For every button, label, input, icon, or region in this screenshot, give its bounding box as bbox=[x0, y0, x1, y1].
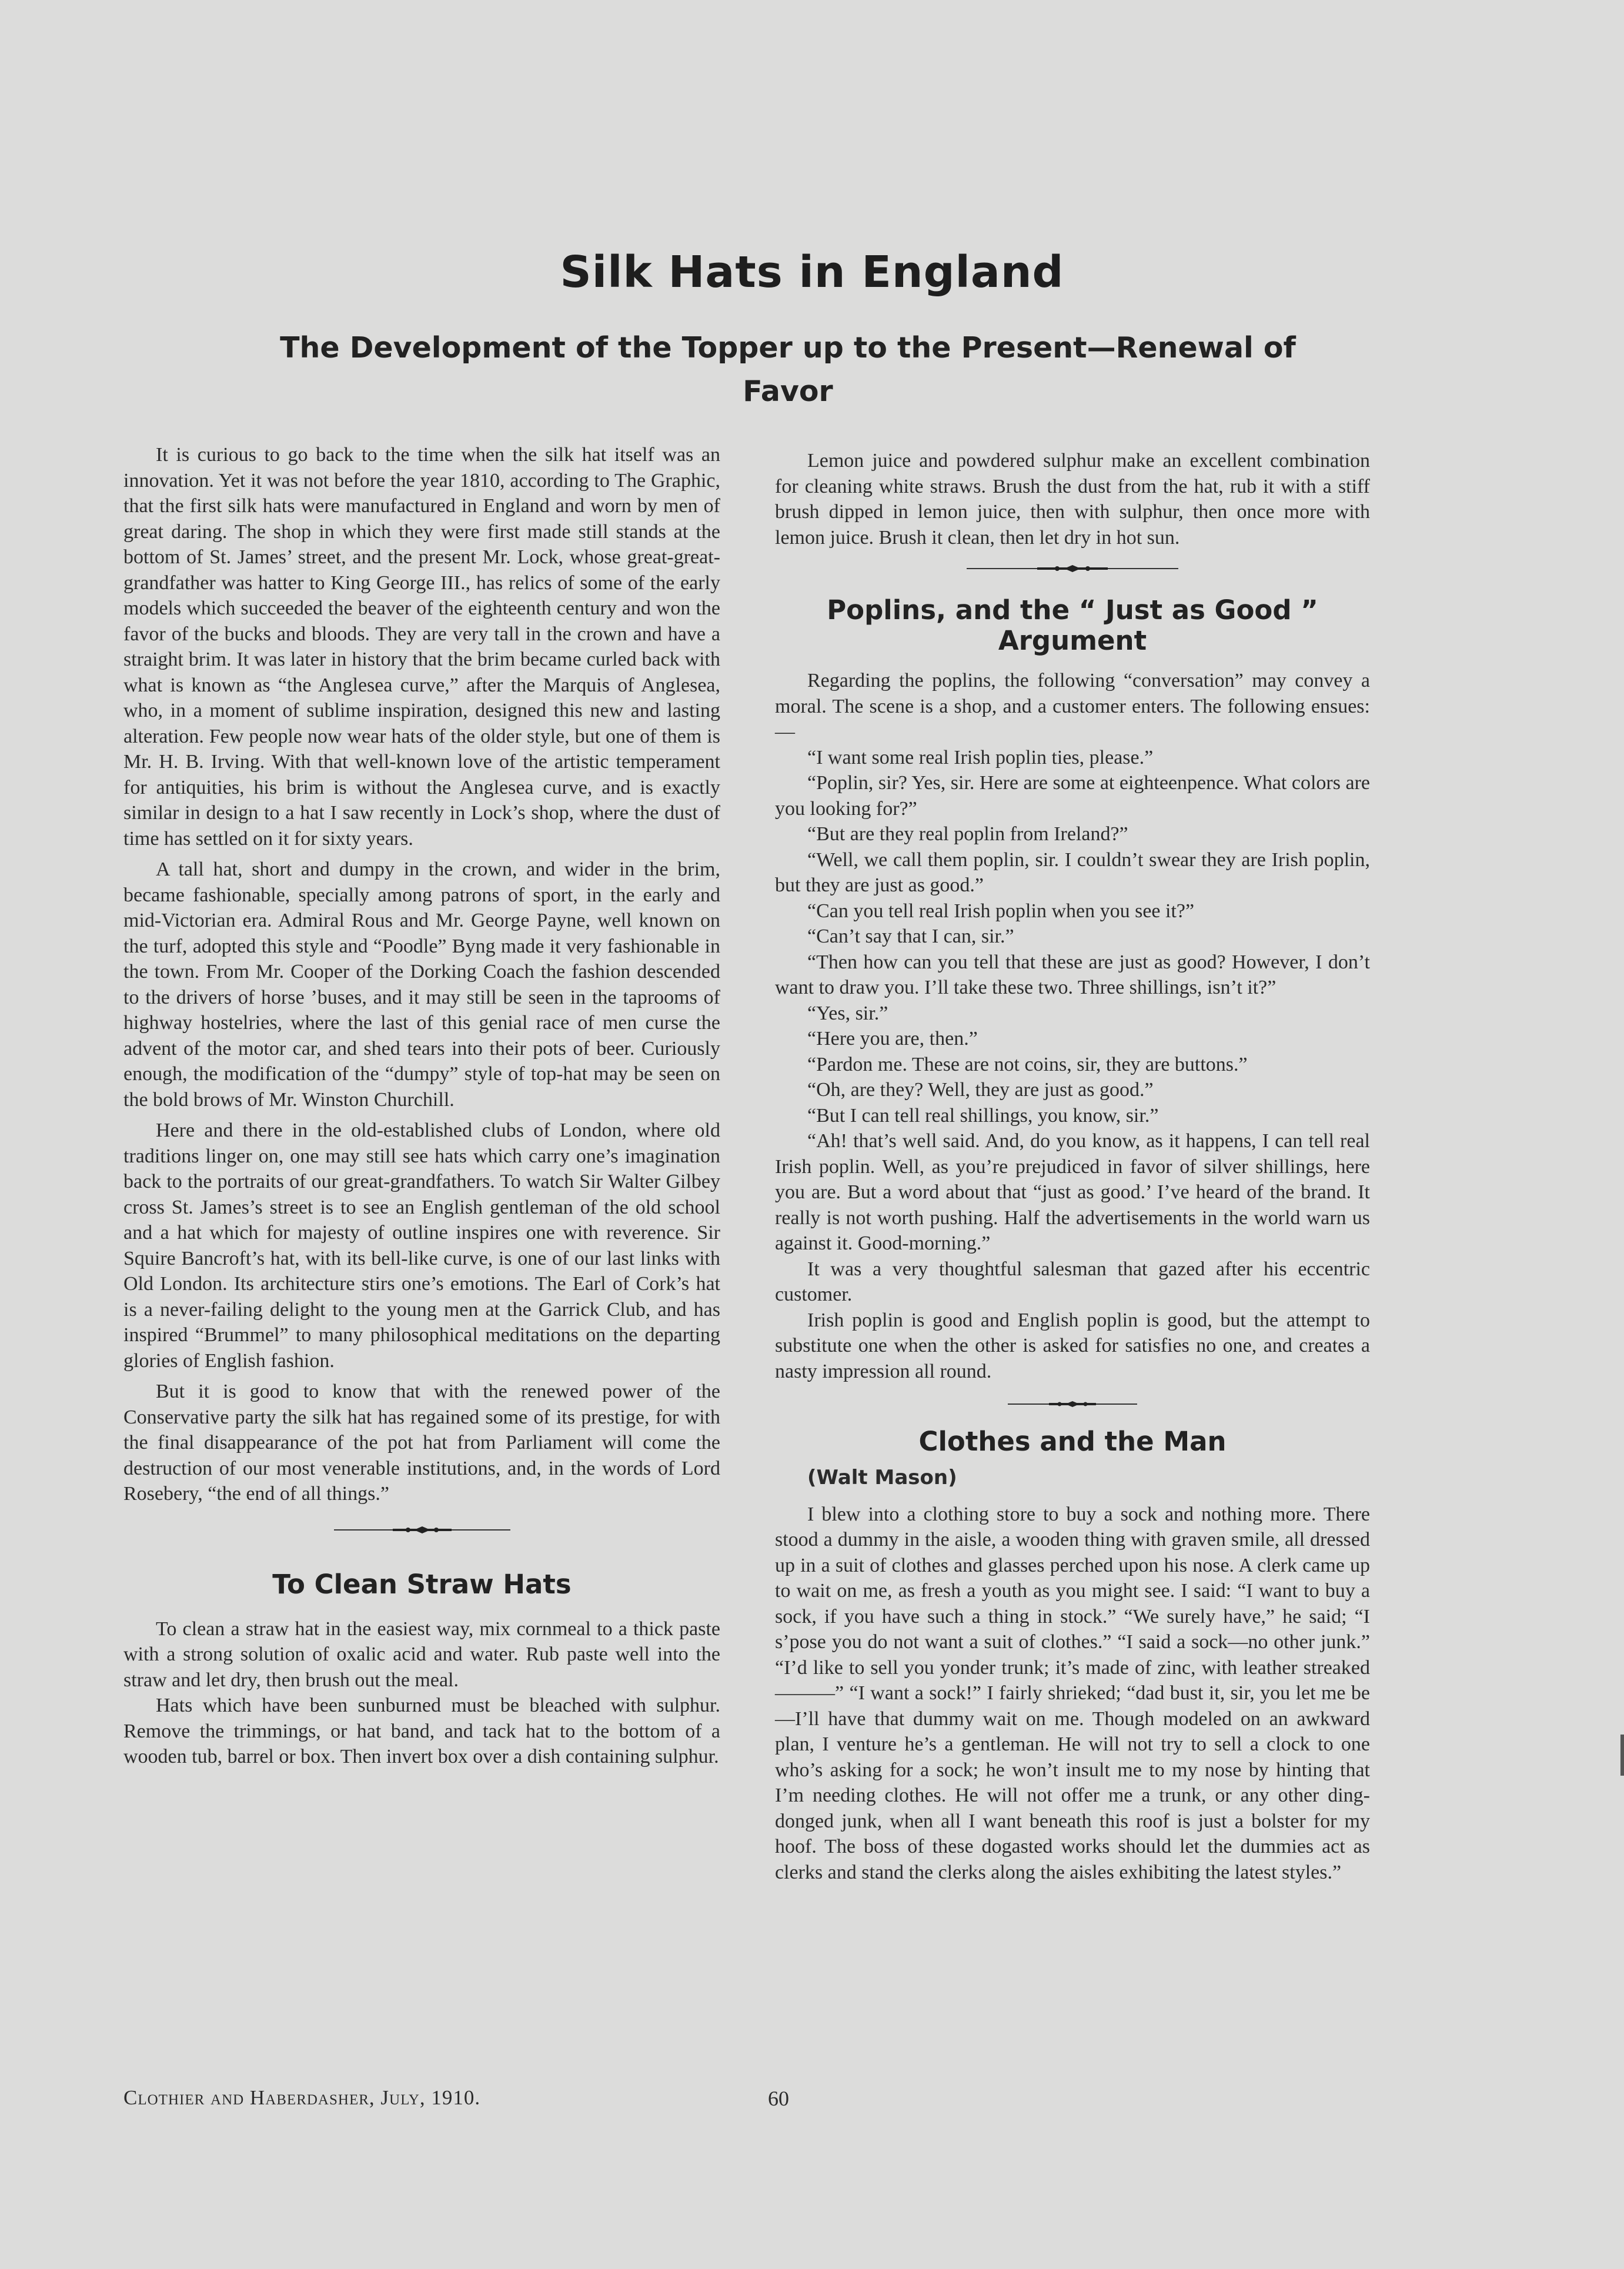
poplins-dialog-line: “But are they real poplin from Ireland?” bbox=[807, 823, 1128, 845]
poplins-dialog-line: “Here you are, then.” bbox=[807, 1028, 978, 1050]
poplins-heading-line1: Poplins, and the “ Just as Good ” bbox=[827, 594, 1318, 626]
poplins-dialog-line: “Ah! that’s well said. And, do you know, as it happens, I can tell real Irish poplin. Well, as you’re prejudiced in favor of silver shillings, here you are. But a word about that “just as good.’ I’ve heard of the brand. It really is not worth pushing. Half the advertisements in the world warn us against it. Good-morning.” bbox=[775, 1130, 1370, 1254]
article-paragraph: Here and there in the old-established clubs of London, where old traditions linger on, one may still see hats which carry one’s imagination back to the portraits of our great-grandfathers. To watch Sir Walter Gilbey cross St. James’s street is to see an English gentleman of the old school and a hat which for majesty of outline inspires one with reverence. Sir Squire Bancroft’s hat, with its bell-like curve, is one of our last links with Old London. Its architecture stirs one’s emotions. The Earl of Cork’s hat is a never-failing delight to the young men at the Garrick Club, and has inspired “Brummel” to many philosophical meditations on the departing glories of English fashion. bbox=[123, 1120, 720, 1372]
poplins-paragraph: It was a very thoughtful salesman that gazed after his eccentric customer. bbox=[775, 1258, 1370, 1305]
poplins-heading bbox=[775, 595, 1370, 656]
poplins-paragraph: Regarding the poplins, the following “conversation” may convey a moral. The scene is a shop, and a customer enters. The following ensues:— bbox=[775, 670, 1370, 743]
straw-paragraph: Hats which have been sunburned must be bleached with sulphur. Remove the trimmings, or hat band, and tack hat to the bottom of a wooden tub, barrel or box. Then invert box over a dish containing sulphur. bbox=[123, 1695, 720, 1767]
poplins-dialog-line: “Pardon me. These are not coins, sir, they are buttons.” bbox=[807, 1053, 1248, 1075]
poplins-dialog-line: “Then how can you tell that these are just as good? However, I don’t want to draw you. I’ll take these two. Three shillings, isn’t it?” bbox=[775, 951, 1370, 998]
poplins-dialog-line: “Oh, are they? Well, they are just as good.” bbox=[807, 1079, 1154, 1101]
page-number: 60 bbox=[768, 2087, 789, 2110]
poplins-dialog-line: “Poplin, sir? Yes, sir. Here are some at eighteenpence. What colors are you looking for?” bbox=[775, 772, 1370, 820]
poplins-dialog-line: “Well, we call them poplin, sir. I couldn’t swear they are Irish poplin, but they are just as good.” bbox=[775, 848, 1370, 896]
clothes-paragraph: I blew into a clothing store to buy a sock and nothing more. There stood a dummy in the aisle, a wooden thing with graven smile, all dressed up in a suit of clothes and glasses perched upon his nose. A clerk came up to wait on me, as fresh a youth as you might see. I said: “I want to buy a sock, if you have such a thing in stock.” “We surely have,” he said; “I s’pose you do not want a suit of clothes.” “I said a sock—no other junk.” “I’d like to sell you yonder trunk; it’s made of zinc, with leather streaked———” “I want a sock!” I fairly shrieked; “dad bust it, sir, you let me be—I’ll have that dummy wait on me. Though modeled on an awkward plan, I venture he’s a gentleman. He will not try to sell a clock to one who’s asking for a sock; he won’t insult me to my nose by hinting that I’m needing clothes. He will not offer me a trunk, or any other ding-donged junk, when all I want beneath this roof is just a bolster for my hoof. The boss of these dogasted works should let the dummies act as clerks and stand the clerks along the aisles exhibiting the latest styles.” bbox=[775, 1503, 1370, 1883]
poplins-dialog-line: “Can’t say that I can, sir.” bbox=[807, 925, 1014, 947]
article-paragraph: A tall hat, short and dumpy in the crown, and wider in the brim, became fashionable, specially among patrons of sport, in the early and mid-Victorian era. Admiral Rous and Mr. George Payne, well known on the turf, adopted this style and “Poodle” Byng made it very fashionable in the town. From Mr. Cooper of the Dorking Coach the fashion descended to the drivers of horse ’buses, and it may still be seen in the taprooms of highway hostelries, where the last of this genial race of men curse the advent of the motor car, and shed tears into their pots of beer. Curiously enough, the modification of the “dumpy” style of top-hat may be seen on the bold brows of Mr. Winston Churchill. bbox=[123, 858, 720, 1111]
section-divider-ornament bbox=[123, 1525, 720, 1535]
article-subtitle: The Development of the Topper up to the Present—Renewal of Favor bbox=[280, 331, 1296, 408]
poplins-paragraph: Irish poplin is good and English poplin is good, but the attempt to substitute one when the other is asked for satisfies no one, and creates a nasty impression all round. bbox=[775, 1309, 1370, 1382]
article-title: Silk Hats in England bbox=[560, 247, 1064, 298]
straw-paragraph: To clean a straw hat in the easiest way, mix cornmeal to a thick paste with a strong solution of oxalic acid and water. Rub paste well into the straw and let dry, then brush out the meal. bbox=[123, 1618, 720, 1691]
right-column bbox=[775, 448, 1370, 1885]
poplins-dialog-line: “But I can tell real shillings, you know, sir.” bbox=[807, 1104, 1159, 1127]
publication-footer: Clothier and Haberdasher, July, 1910. bbox=[123, 2086, 481, 2109]
article-paragraph: But it is good to know that with the renewed power of the Conservative party the silk hat has regained some of its prestige, for with the final disappearance of the pot hat from Parliament will come the destruction of our most venerable institutions, and, in the words of Lord Rosebery, “the end of all things.” bbox=[123, 1381, 720, 1505]
page-edge-mark bbox=[1620, 1735, 1624, 1776]
article-paragraph: It is curious to go back to the time when the silk hat itself was an innovation. Yet it was not before the year 1810, according to The Graphic, that the first silk hats were manufactured in England and worn by men of great daring. The shop in which they were first made still stands at the bottom of St. James’ street, and the present Mr. Lock, whose great-great-grandfather was hatter to King George III., has relics of some of the early models which succeeded the beaver of the eighteenth century and won the favor of the bucks and bloods. They are very tall in the crown and have a straight brim. It was later in history that the brim became curled back with what is known as “the Anglesea curve,” after the Marquis of Anglesea, who, in a moment of sublime inspiration, designed this new and lasting alteration. Few people now wear hats of the older style, but one of them is Mr. H. B. Irving. With that well-known love of the artistic temperament for antiquities, his brim is without the Anglesea curve, and is exactly similar in design to a hat I saw recently in Lock’s shop, where the dust of time has settled on it for sixty years. bbox=[123, 444, 720, 850]
poplins-dialog-line: “I want some real Irish poplin ties, please.” bbox=[807, 746, 1154, 768]
section-divider-ornament bbox=[775, 563, 1370, 574]
clothes-heading: Clothes and the Man bbox=[918, 1426, 1227, 1457]
poplins-dialog-line: “Can you tell real Irish poplin when you see it?” bbox=[807, 900, 1195, 922]
straw-hats-heading: To Clean Straw Hats bbox=[272, 1568, 572, 1600]
poplins-heading-line2: Argument bbox=[998, 625, 1147, 656]
left-column bbox=[123, 442, 720, 1770]
clothes-byline: (Walt Mason) bbox=[807, 1466, 957, 1489]
section-divider-ornament bbox=[775, 1399, 1370, 1409]
poplins-dialog-line: “Yes, sir.” bbox=[807, 1002, 888, 1024]
straw-paragraph: Lemon juice and powdered sulphur make an excellent combination for cleaning white straws. Brush the dust from the hat, rub it with a stiff brush dipped in lemon juice, then with sulphur, then once more with lemon juice. Brush it clean, then let dry in hot sun. bbox=[775, 450, 1370, 549]
